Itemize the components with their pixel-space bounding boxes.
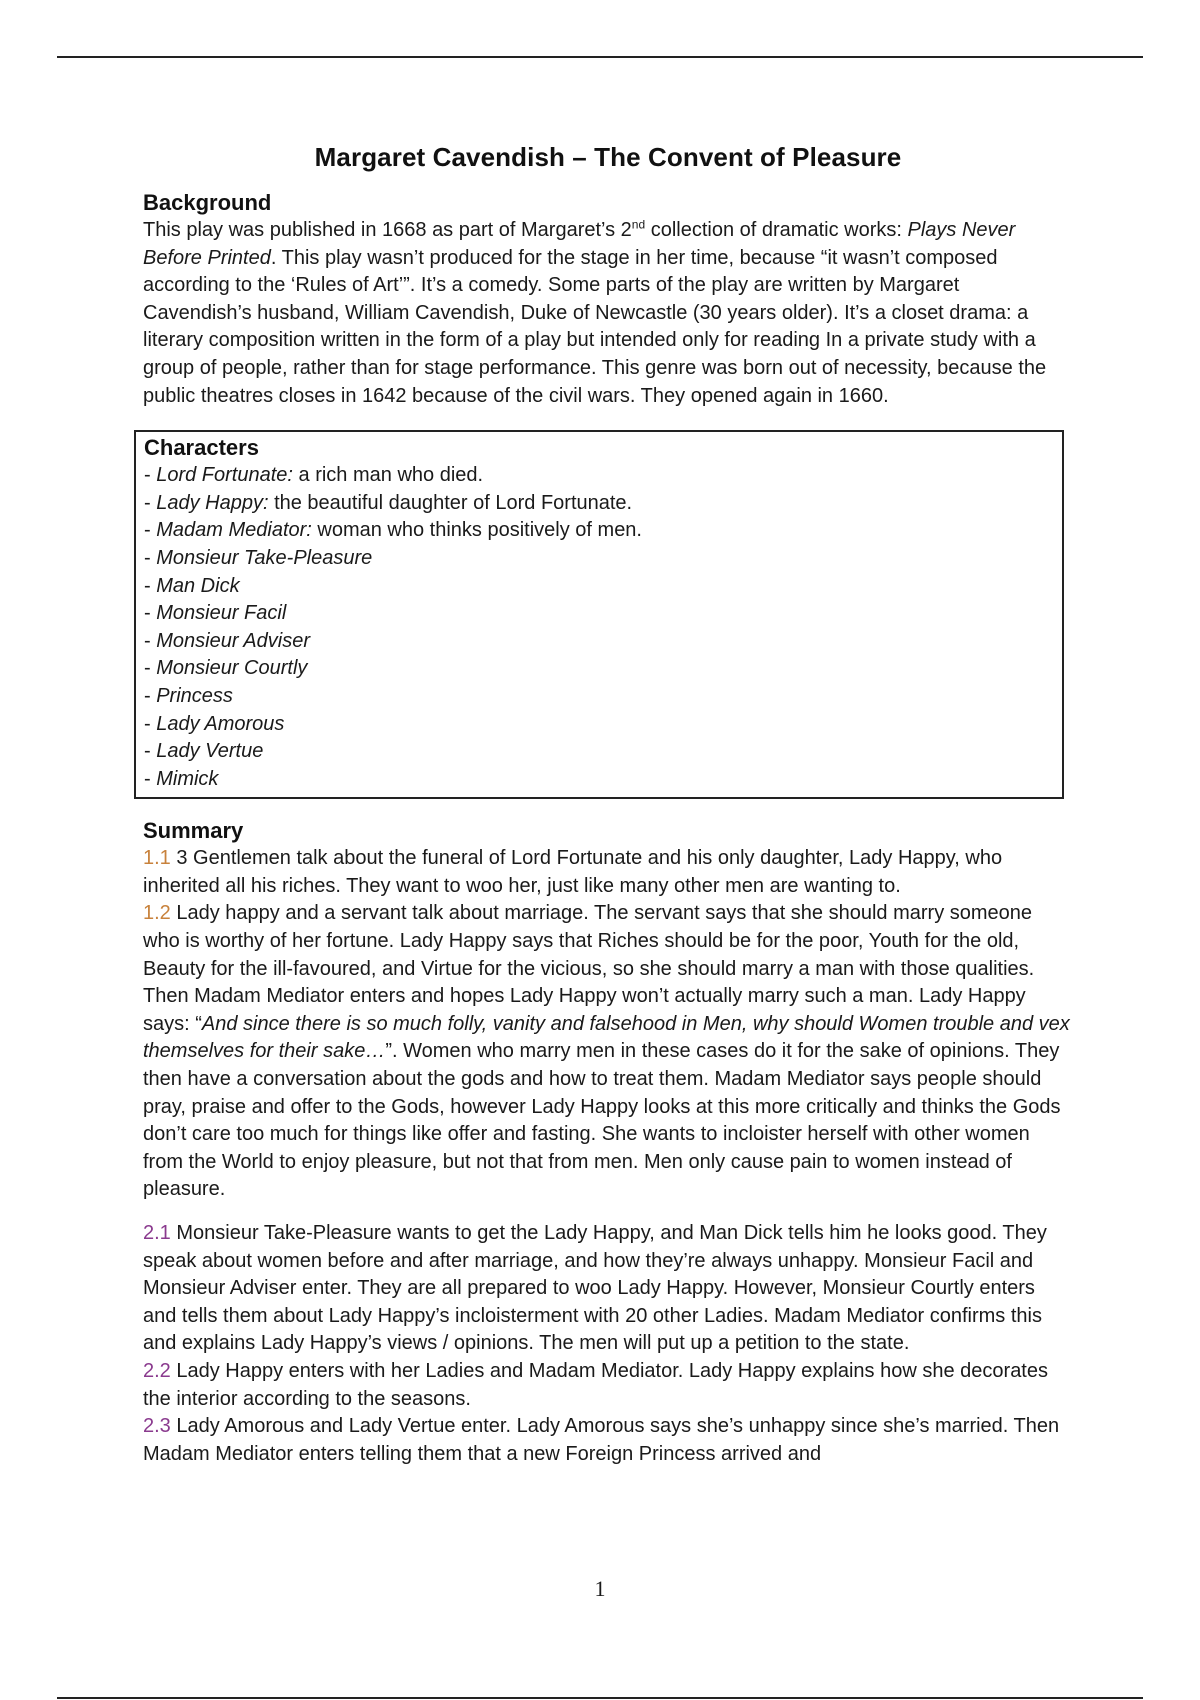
character-name: Lord Fortunate: — [156, 464, 293, 487]
character-name: Monsieur Adviser — [156, 629, 310, 652]
character-item: - Mimick — [144, 767, 219, 790]
character-list — [144, 462, 1054, 793]
character-description: woman who thinks positively of men. — [311, 519, 642, 542]
character-item: - Man Dick — [144, 574, 240, 597]
character-item: - Lord Fortunate: a rich man who died. — [144, 464, 484, 487]
scene-number: 2.3 — [143, 1415, 171, 1438]
character-item: - Monsieur Take-Pleasure — [144, 546, 373, 569]
background-section — [143, 189, 1073, 410]
character-name: Monsieur Take-Pleasure — [156, 546, 373, 569]
character-name: Monsieur Facil — [156, 602, 287, 625]
character-description: a rich man who died. — [292, 464, 484, 487]
scene-1-1: 1.1 3 Gentlemen talk about the funeral of Lord Fortunate and his only daughter, Lady Happy, who inherited all his riches. They want to woo her, just like many other men are wanting to. — [143, 847, 1003, 897]
character-name: Madam Mediator: — [156, 519, 312, 542]
character-item: - Lady Amorous — [144, 712, 285, 735]
character-item: - Madam Mediator: woman who thinks positively of men. — [144, 519, 642, 542]
scene-number: 2.1 — [143, 1222, 171, 1244]
document-body — [143, 142, 1073, 1468]
background-heading: Background — [143, 190, 272, 215]
quote: And since there is so much folly, vanity and falsehood in Men, why should Women trouble and vex themselves for their sake… — [143, 1012, 1070, 1063]
character-name: Mimick — [156, 767, 219, 790]
page-number: 1 — [594, 1576, 606, 1601]
book-title: Plays Never Before Printed — [143, 219, 1016, 269]
character-name: Princess — [156, 684, 233, 707]
page-title: Margaret Cavendish – The Convent of Pleasure — [314, 142, 902, 172]
summary-section — [143, 817, 1073, 1468]
character-name: Monsieur Courtly — [156, 657, 308, 680]
character-item: - Princess — [144, 684, 233, 707]
scene-1-2: 1.2 Lady happy and a servant talk about marriage. The servant says that she should marry someone who is worthy of her fortune. Lady Happy says that Riches should be for the poor, Youth for the old, Beauty for the ill-favoured, and Virtue for the vicious, so she should marry a man with those qualities. Then Madam Mediator enters and hopes Lady Happy won’t actually marry such a man. Lady Happy says: “And since there is so much folly, vanity and falsehood in Men, why should Women trouble and vex themselves for their sake…”. Women who marry men in these cases do it for the sake of opinions. They then have a conversation about the gods and how to treat them. Madam Mediator says people should pray, praise and offer to the Gods, however Lady Happy looks at this more critically and thinks the Gods don’t care too much for things like offer and fasting. She wants to incloister herself with other women from the World to enjoy pleasure, but not that from men. Men only cause pain to women instead of pleasure. — [143, 902, 1070, 1201]
scene-number: 1.2 — [143, 902, 171, 925]
character-name: Lady Amorous — [156, 712, 285, 735]
character-name: Lady Happy: — [156, 491, 269, 514]
background-paragraph: This play was published in 1668 as part of Margaret’s 2nd collection of dramatic works: Plays Never Before Printed. This play wasn’t produced for the stage in her time, because “it wasn’t composed according to the ‘Rules of Art’”. It’s a comedy. Some parts of the play are written by Margaret Cavendish’s husband, William Cavendish, Duke of Newcastle (30 years older). It’s a closet drama: a literary composition written in the form of a play but intended only for reading In a private study with a group of people, rather than for stage performance. This genre was born out of necessity, because the public theatres closes in 1642 because of the civil wars. They opened again in 1660. — [143, 217, 1047, 407]
character-description: the beautiful daughter of Lord Fortunate. — [268, 491, 633, 514]
character-item: - Monsieur Adviser — [144, 629, 310, 652]
character-item: - Lady Happy: the beautiful daughter of Lord Fortunate. — [144, 491, 633, 514]
characters-heading: Characters — [144, 435, 259, 461]
character-item: - Monsieur Facil — [144, 602, 287, 625]
scene-number: 2.2 — [143, 1359, 171, 1382]
footer-rule — [57, 1697, 1143, 1699]
character-item: - Monsieur Courtly — [144, 657, 308, 680]
header-rule — [57, 56, 1143, 58]
summary-heading: Summary — [143, 818, 244, 844]
character-name: Man Dick — [156, 574, 240, 597]
character-name: Lady Vertue — [156, 740, 264, 763]
scene-2-2: 2.2 Lady Happy enters with her Ladies and Madam Mediator. Lady Happy explains how she decorates the interior according to the seasons. — [143, 1359, 1048, 1410]
characters-box — [134, 430, 1064, 799]
scene-number: 1.1 — [143, 847, 171, 870]
scene-2-1: 2.1 Monsieur Take-Pleasure wants to get the Lady Happy, and Man Dick tells him he looks good. They speak about women before and after marriage, and how they’re always unhappy. Monsieur Facil and Monsieur Adviser enter. They are all prepared to woo Lady Happy. However, Monsieur Courtly enters and tells them about Lady Happy’s incloisterment with 20 other Ladies. Madam Mediator confirms this and explains Lady Happy’s views / opinions. The men will put up a petition to the state. — [143, 1222, 1047, 1355]
character-item: - Lady Vertue — [144, 740, 264, 763]
scene-2-3: 2.3 Lady Amorous and Lady Vertue enter. Lady Amorous says she’s unhappy since she’s married. Then Madam Mediator enters telling them that a new Foreign Princess arrived and — [143, 1415, 1060, 1465]
